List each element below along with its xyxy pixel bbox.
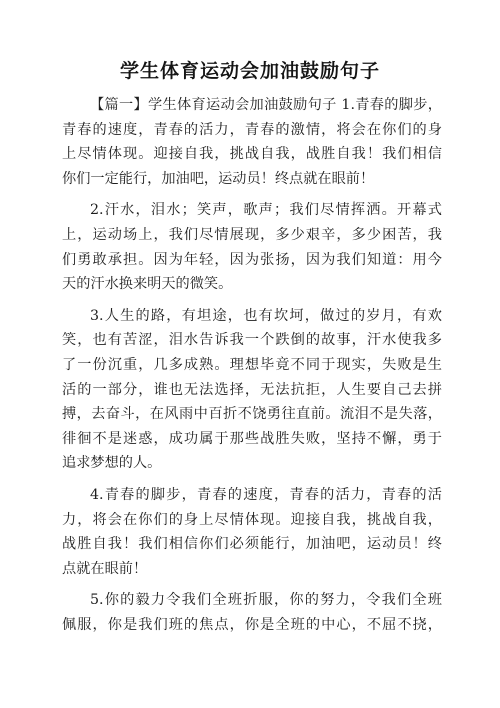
paragraph-line: 佩服，你是我们班的焦点，你是全班的中心，不屈不挠， <box>62 616 442 633</box>
paragraph-line: 笑，也有苦涩，泪水告诉我一个跌倒的故事，汗水使我多 <box>62 332 442 349</box>
paragraph-line: 徘徊不是迷惑，成功属于那些战胜失败，坚持不懈，勇于 <box>62 430 442 447</box>
paragraph-line: 们勇敢承担。因为年轻，因为张扬，因为我们知道：用今 <box>62 251 442 268</box>
paragraph-line: 3.人生的路，有坦途，也有坎坷，做过的岁月，有欢 <box>90 307 442 324</box>
paragraph-line: 上，运动场上，我们尽情展现，多少艰辛，多少困苦，我 <box>62 226 442 243</box>
paragraph-line: 【篇一】学生体育运动会加油鼓励句子 1.青春的脚步， <box>90 97 442 113</box>
paragraph-line: 追求梦想的人。 <box>62 455 162 472</box>
paragraph-1 <box>62 93 442 191</box>
paragraph-line: 天的汗水换来明天的微笑。 <box>62 276 233 293</box>
paragraph-line: 搏，去奋斗，在风雨中百折不饶勇往直前。流泪不是失落， <box>62 406 442 423</box>
paragraph-line: 点就在眼前！ <box>62 560 148 577</box>
paragraph-line: 青春的速度，青春的活力，青春的激情，将会在你们的身 <box>62 121 442 138</box>
paragraph-line: 你们一定能行，加油吧，运动员！终点就在眼前！ <box>62 170 375 187</box>
paragraph-line: 2.汗水，泪水；笑声，歌声；我们尽情挥洒。开幕式 <box>90 202 442 219</box>
paragraph-line: 力，将会在你们的身上尽情体现。迎接自我，挑战自我， <box>62 511 442 528</box>
paragraph-3 <box>62 304 442 476</box>
document-title: 学生体育运动会加油鼓励句子 <box>119 60 380 82</box>
paragraph-line: 活的一部分，谁也无法选择，无法抗拒，人生要自己去拼 <box>62 381 442 398</box>
paragraph-line: 5.你的毅力令我们全班折服，你的努力，令我们全班 <box>90 592 442 609</box>
paragraph-line: 战胜自我！我们相信你们必须能行，加油吧，运动员！终 <box>62 536 442 553</box>
paragraph-5 <box>62 588 442 637</box>
paragraph-4 <box>62 483 442 581</box>
paragraph-2 <box>62 198 442 296</box>
paragraph-line: 上尽情体现。迎接自我，挑战自我，战胜自我！我们相信 <box>62 146 442 163</box>
paragraph-line: 了一份沉重，几多成熟。理想毕竟不同于现实，失败是生 <box>62 356 442 373</box>
paragraph-line: 4.青春的脚步，青春的速度，青春的活力，青春的活 <box>90 486 442 503</box>
document-body <box>62 93 442 644</box>
